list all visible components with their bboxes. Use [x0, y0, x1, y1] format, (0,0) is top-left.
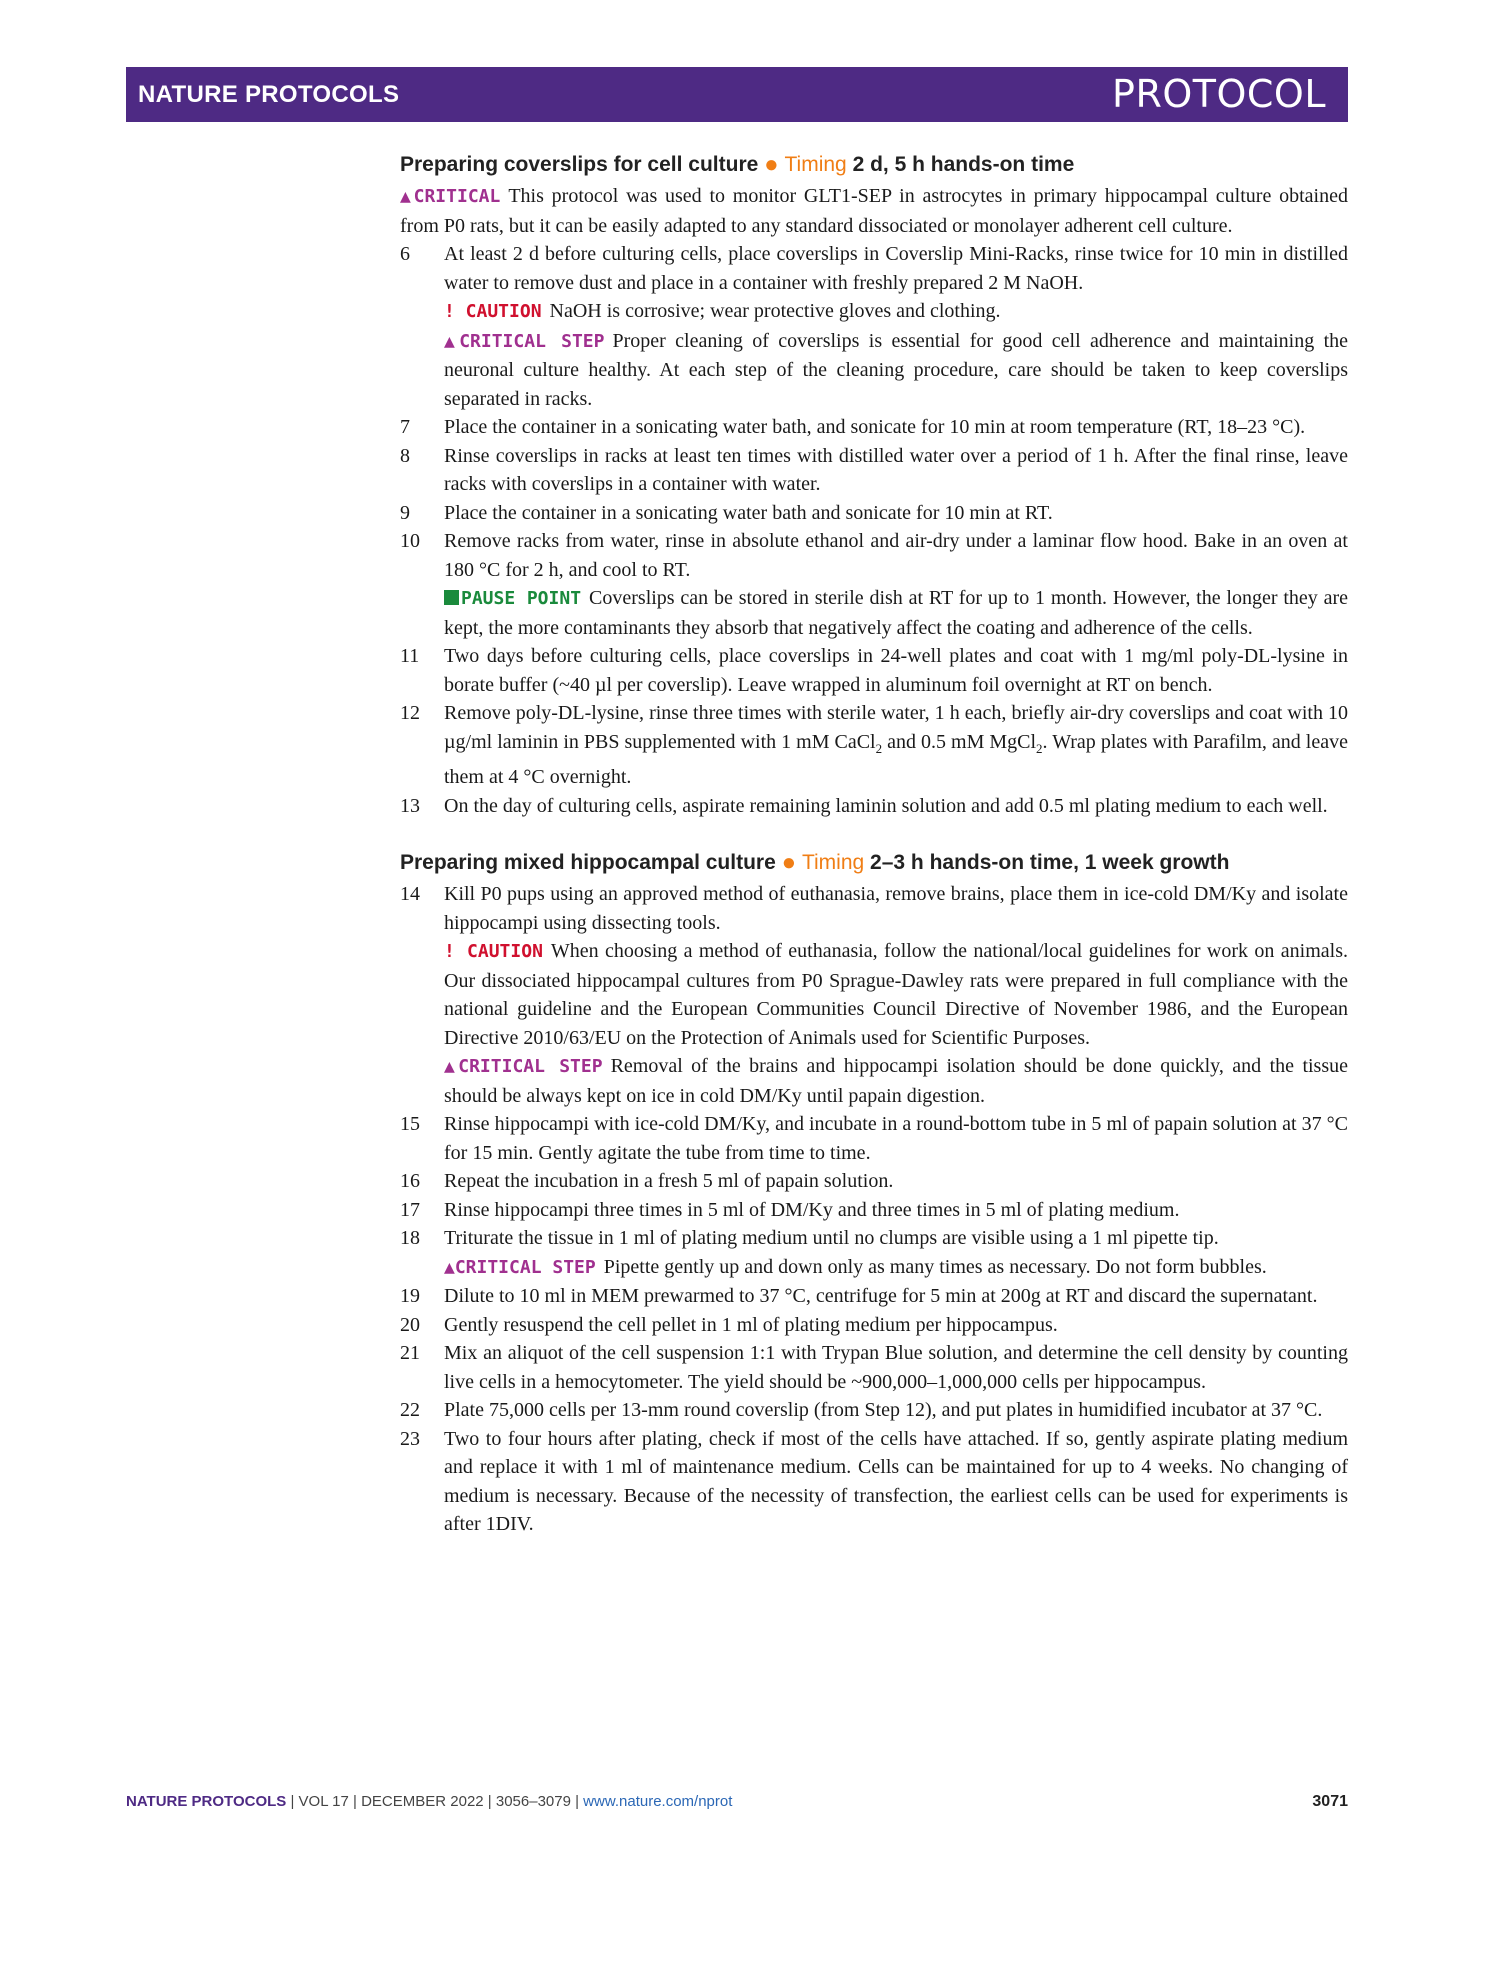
article-type: PROTOCOL	[1112, 72, 1326, 116]
critical-note	[400, 182, 1348, 240]
critical-step-text: Removal of the brains and hippocampi isolation should be done quickly, and the tissue should be always kept on ice in cold DM/Ky until papain digestion.	[444, 1055, 1348, 1107]
step-10	[400, 527, 1348, 642]
step-text: On the day of culturing cells, aspirate remaining laminin solution and add 0.5 ml plating medium to each well.	[444, 794, 1328, 817]
step-text: Two days before culturing cells, place coverslips in 24-well plates and coat with 1 mg/ml poly-DL-lysine in borate buffer (~40 µl per coverslip). Leave wrapped in aluminum foil overnight at RT on bench.	[444, 645, 1348, 696]
step-text	[444, 699, 1348, 792]
step-text: Place the container in a sonicating water bath and sonicate for 10 min at RT.	[444, 501, 1053, 524]
critical-step-note	[444, 1052, 1348, 1110]
subscript: 2	[875, 740, 883, 756]
caution-text: When choosing a method of euthanasia, follow the national/local guidelines for work on animals. Our dissociated hippocampal cultures from P0 Sprague-Dawley rats were prepared in full compliance with the national guideline and the European Communities Council Directive of November 1986, and the European Directive 2010/63/EU on the Protection of Animals used for Scientific Purposes.	[444, 940, 1348, 1049]
step-number: 22	[400, 1399, 420, 1421]
step-number: 9	[400, 501, 410, 524]
step-number: 11	[400, 645, 420, 667]
pause-point-label: PAUSE POINT	[461, 588, 582, 609]
critical-label: ▲CRITICAL	[400, 186, 501, 207]
step-text: Place the container in a sonicating water bath, and sonicate for 10 min at room temperature (RT, 18–23 °C).	[444, 416, 1306, 438]
step-text: Remove racks from water, rinse in absolute ethanol and air-dry under a laminar flow hood. Bake in an oven at 180 °C for 2 h, and cool to RT.	[444, 530, 1348, 581]
section-title: Preparing mixed hippocampal culture	[400, 851, 776, 874]
step-number: 18	[400, 1227, 420, 1249]
critical-step-text: Pipette gently up and down only as many times as necessary. Do not form bubbles.	[603, 1255, 1267, 1278]
step-23	[400, 1425, 1348, 1539]
step-text: Rinse hippocampi three times in 5 ml of DM/Ky and three times in 5 ml of plating medium.	[444, 1198, 1180, 1221]
step-12	[400, 699, 1348, 792]
critical-step-label: ▲CRITICAL STEP	[444, 1256, 596, 1278]
page-number: 3071	[1312, 1793, 1348, 1810]
step-text-part: . Wrap plates with Parafilm, and leave them at 4 °C overnight.	[444, 730, 1348, 788]
step-21	[400, 1339, 1348, 1396]
subscript: 2	[1036, 740, 1043, 756]
pause-point-note	[444, 584, 1348, 642]
timing-value: 2–3 h hands-on time, 1 week growth	[870, 851, 1230, 874]
step-number: 12	[400, 702, 420, 724]
step-17	[400, 1196, 1348, 1225]
step-6	[400, 240, 1348, 413]
step-11	[400, 642, 1348, 699]
step-text: Triturate the tissue in 1 ml of plating medium until no clumps are visible using a 1 ml pipette tip.	[444, 1227, 1219, 1249]
section-title: Preparing coverslips for cell culture	[400, 153, 759, 176]
step-8	[400, 442, 1348, 499]
step-9	[400, 499, 1348, 528]
critical-step-label: ▲CRITICAL STEP	[444, 330, 605, 352]
timing-label: Timing	[784, 153, 847, 176]
journal-header-bar	[126, 67, 1348, 122]
step-number: 20	[400, 1313, 420, 1336]
step-text: Kill P0 pups using an approved method of euthanasia, remove brains, place them in ice-cold DM/Ky and isolate hippocampi using dissecting tools.	[444, 883, 1348, 934]
critical-step-label: ▲CRITICAL STEP	[444, 1056, 603, 1077]
footer-journal: NATURE PROTOCOLS	[126, 1793, 287, 1810]
critical-step-note	[444, 327, 1348, 414]
step-19	[400, 1282, 1348, 1311]
step-text-part: and 0.5 mM MgCl	[882, 730, 1037, 753]
main-content	[400, 150, 1348, 1539]
timing-label: Timing	[801, 851, 865, 874]
section-heading-coverslips	[400, 150, 1348, 180]
step-text: Repeat the incubation in a fresh 5 ml of papain solution.	[444, 1170, 894, 1192]
section-heading-hippocampal	[400, 848, 1348, 878]
step-20	[400, 1311, 1348, 1340]
step-number: 19	[400, 1285, 420, 1307]
timing-value: 2 d, 5 h hands-on time	[852, 153, 1075, 176]
step-text: Two to four hours after plating, check if most of the cells have attached. If so, gently aspirate plating medium and replace it with 1 ml of maintenance medium. Cells can be maintained for up to 4 weeks. No changing of medium is necessary. Because of the necessity of transfection, the earliest cells can be used for experiments is after 1DIV.	[444, 1427, 1348, 1535]
step-16	[400, 1167, 1348, 1196]
step-7	[400, 413, 1348, 442]
step-text: At least 2 d before culturing cells, place coverslips in Coverslip Mini-Racks, rinse twice for 10 min in distilled water to remove dust and place in a container with freshly prepared 2 M NaOH.	[444, 243, 1348, 294]
step-number: 21	[400, 1342, 420, 1364]
step-text-part: Remove poly-DL-lysine, rinse three times with sterile water, 1 h each, briefly air-dry coverslips and coat with 10 µg/ml laminin in PBS supplemented with 1 mM CaCl	[444, 702, 1348, 753]
step-13	[400, 792, 1348, 821]
critical-step-note	[444, 1253, 1348, 1283]
step-text: Plate 75,000 cells per 13-mm round coverslip (from Step 12), and put plates in humidified incubator at 37 °C.	[444, 1399, 1323, 1421]
journal-name: NATURE PROTOCOLS	[138, 81, 400, 108]
step-14	[400, 880, 1348, 1110]
critical-step-text: Proper cleaning of coverslips is essential for good cell adherence and maintaining the neuronal culture healthy. At each step of the cleaning procedure, care should be taken to keep coverslips separated in racks.	[444, 329, 1349, 410]
caution-text: NaOH is corrosive; wear protective gloves and clothing.	[549, 300, 1001, 322]
pause-square-icon	[444, 590, 459, 605]
footer-url-link[interactable]: www.nature.com/nprot	[583, 1793, 733, 1810]
step-number: 7	[400, 416, 410, 438]
step-18	[400, 1224, 1348, 1282]
step-text: Rinse coverslips in racks at least ten times with distilled water over a period of 1 h. After the final rinse, leave racks with coverslips in a container with water.	[444, 444, 1348, 495]
step-number: 13	[400, 794, 420, 817]
step-number: 15	[400, 1113, 420, 1135]
step-number: 17	[400, 1198, 420, 1221]
step-number: 6	[400, 243, 410, 265]
caution-note	[444, 937, 1348, 1052]
step-text: Gently resuspend the cell pellet in 1 ml of plating medium per hippocampus.	[444, 1313, 1058, 1336]
pause-point-text: Coverslips can be stored in sterile dish at RT for up to 1 month. However, the longer they are kept, the more contaminants they absorb that negatively affect the coating and adherence of the cells.	[444, 587, 1348, 639]
step-text: Dilute to 10 ml in MEM prewarmed to 37 °C, centrifuge for 5 min at 200g at RT and discard the supernatant.	[444, 1285, 1318, 1307]
timing-dot-icon: ●	[781, 849, 797, 876]
step-number: 23	[400, 1427, 420, 1450]
step-number: 16	[400, 1170, 420, 1192]
critical-text: This protocol was used to monitor GLT1-SEP in astrocytes in primary hippocampal culture obtained from P0 rats, but it can be easily adapted to any standard dissociated or monolayer adherent cell culture.	[400, 185, 1348, 237]
step-22	[400, 1396, 1348, 1425]
step-number: 10	[400, 530, 420, 552]
step-number: 8	[400, 444, 410, 467]
step-text: Mix an aliquot of the cell suspension 1:1 with Trypan Blue solution, and determine the cell density by counting live cells in a hemocytometer. The yield should be ~900,000–1,000,000 cells per hippocampus.	[444, 1342, 1348, 1393]
step-number: 14	[400, 883, 420, 905]
caution-label: ! CAUTION	[444, 941, 543, 962]
footer-citation: | VOL 17 | DECEMBER 2022 | 3056–3079 |	[290, 1793, 579, 1810]
page-footer	[126, 1793, 1348, 1810]
caution-label: ! CAUTION	[444, 301, 542, 322]
caution-note	[444, 297, 1348, 327]
step-text: Rinse hippocampi with ice-cold DM/Ky, and incubate in a round-bottom tube in 5 ml of papain solution at 37 °C for 15 min. Gently agitate the tube from time to time.	[444, 1113, 1348, 1164]
timing-dot-icon: ●	[764, 151, 779, 178]
step-15	[400, 1110, 1348, 1167]
